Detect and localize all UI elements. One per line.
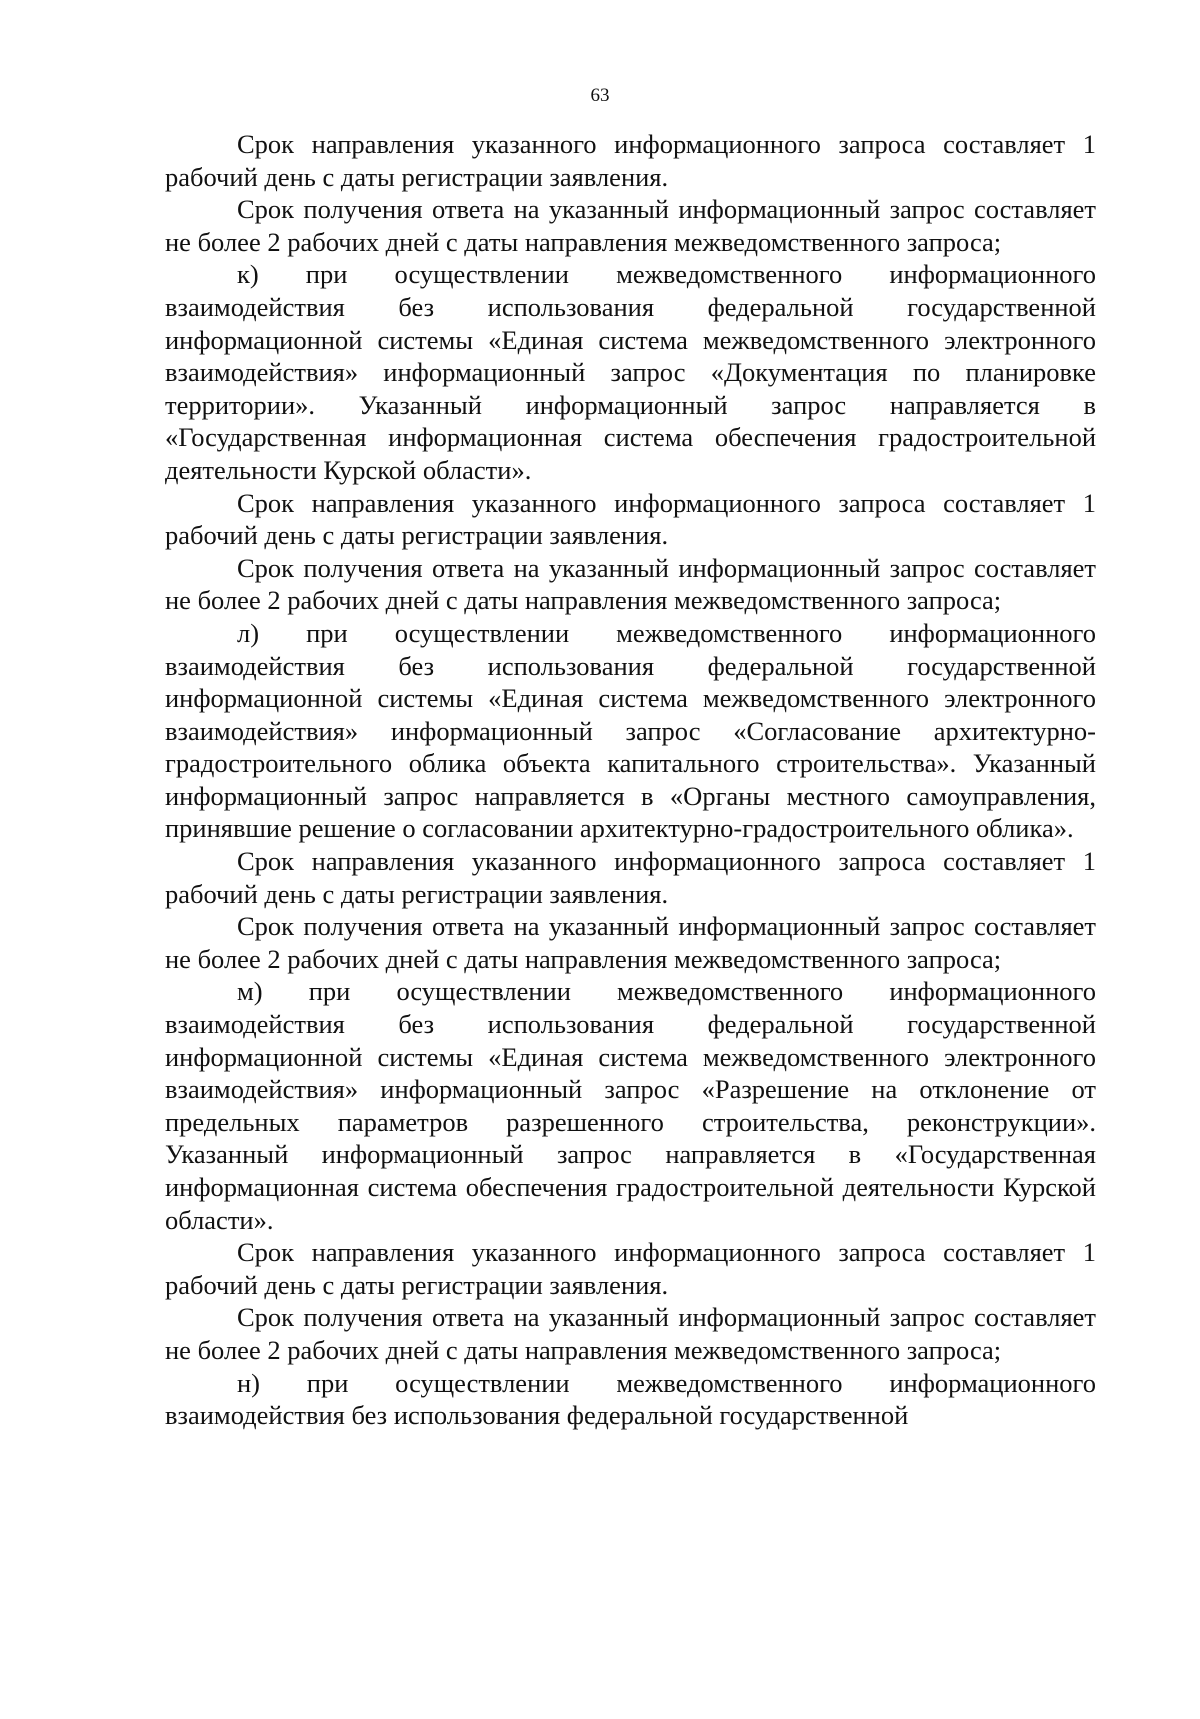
paragraph-7: Срок направления указанного информационного запроса составляет 1 рабочий день с даты регистрации заявления. [165,846,1096,909]
paragraph-11: Срок получения ответа на указанный информационный запрос составляет не более 2 рабочих дней с даты направления межведомственного запроса; [165,1302,1096,1365]
document-body [165,128,1096,1432]
paragraph-2: Срок получения ответа на указанный информационный запрос составляет не более 2 рабочих дней с даты направления межведомственного запроса; [165,194,1096,257]
paragraph-8: Срок получения ответа на указанный информационный запрос составляет не более 2 рабочих дней с даты направления межведомственного запроса; [165,911,1096,974]
page-number: 63 [590,85,610,106]
paragraph-4: Срок направления указанного информационного запроса составляет 1 рабочий день с даты регистрации заявления. [165,487,1096,551]
paragraph-12: н) при осуществлении межведомственного информационного взаимодействия без использования федеральной государственной [165,1367,1096,1431]
paragraph-1: Срок направления указанного информационного запроса составляет 1 рабочий день с даты регистрации заявления. [165,129,1096,192]
paragraph-10: Срок направления указанного информационного запроса составляет 1 рабочий день с даты регистрации заявления. [165,1237,1096,1300]
paragraph-6: л) при осуществлении межведомственного информационного взаимодействия без использования федеральной государственной информационной системы «Единая система межведомственного электронного взаимодействия» информационный запрос «Согласование архитектурно-градостроительного облика объекта капитального строительства». Указанный информационный запрос направляется в «Органы местного самоуправления, принявшие решение о согласовании архитектурно-градостроительного облика». [165,617,1096,844]
paragraph-3: к) при осуществлении межведомственного информационного взаимодействия без использования федеральной государственной информационной системы «Единая система межведомственного электронного взаимодействия» информационный запрос «Документация по планировке территории». Указанный информационный запрос направляется в «Государственная информационная система обеспечения градостроительной деятельности Курской области». [165,259,1096,485]
paragraph-9: м) при осуществлении межведомственного информационного взаимодействия без использования федеральной государственной информационной системы «Единая система межведомственного электронного взаимодействия» информационный запрос «Разрешение на отклонение от предельных параметров разрешенного строительства, реконструкции». Указанный информационный запрос направляется в «Государственная информационная система обеспечения градостроительной деятельности Курской области». [165,976,1096,1235]
paragraph-5: Срок получения ответа на указанный информационный запрос составляет не более 2 рабочих дней с даты направления межведомственного запроса; [165,552,1096,616]
